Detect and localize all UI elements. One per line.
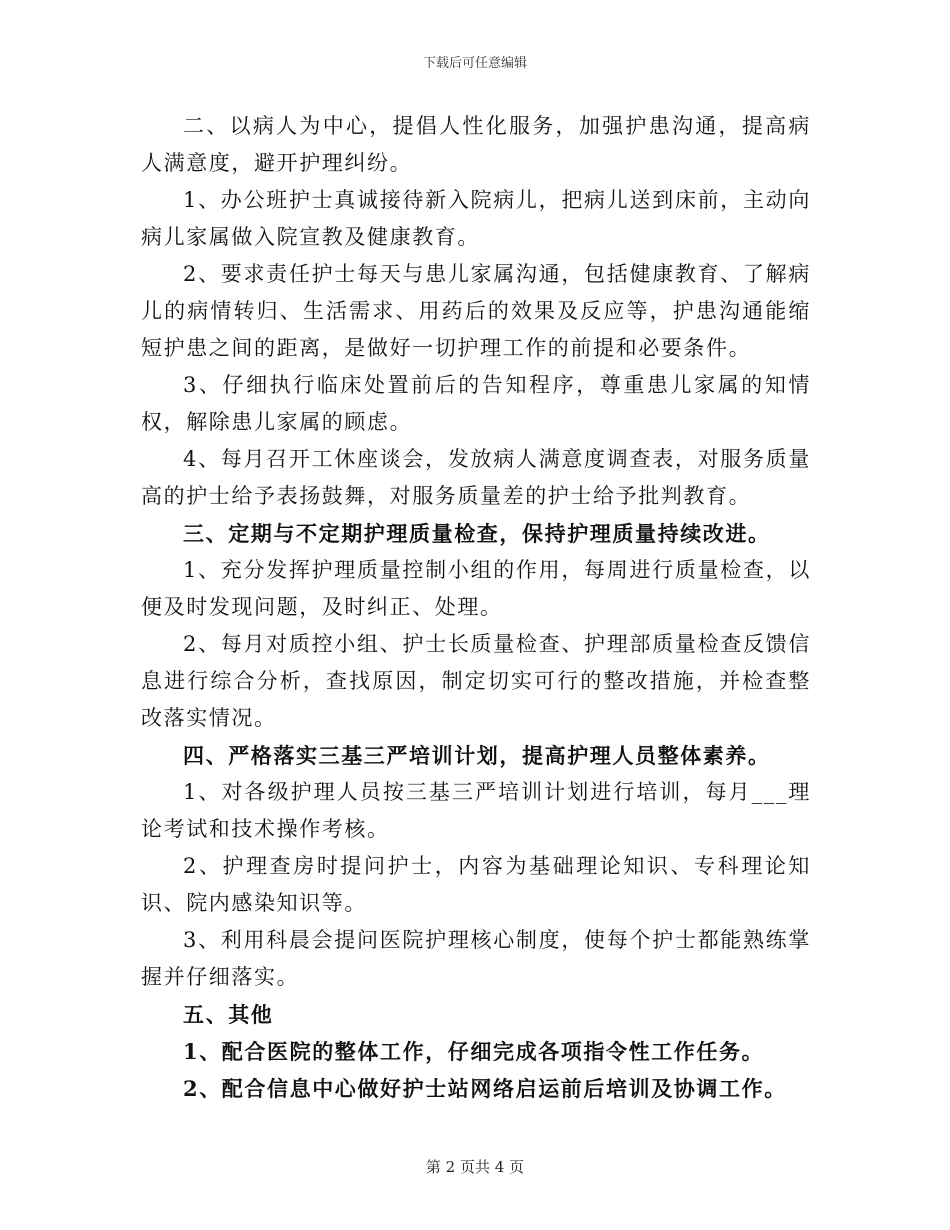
paragraph-14: 1、配合医院的整体工作，仔细完成各项指令性工作任务。 — [183, 1039, 765, 1064]
paragraph-1: 二、以病人为中心，提倡人性化服务，加强护患沟通，提高病人满意度，避开护理纠纷。 — [141, 114, 811, 175]
paragraph-4: 3、仔细执行临床处置前后的告知程序，尊重患儿家属的知情权，解除患儿家属的顾虑。 — [141, 373, 811, 434]
document-body — [141, 108, 811, 1107]
paragraph-10: 1、对各级护理人员按三基三严培训计划进行培训，每月___理论考试和技术操作考核。 — [141, 780, 811, 841]
paragraph-11: 2、护理查房时提问护士，内容为基础理论知识、专科理论知识、院内感染知识等。 — [141, 854, 811, 915]
paragraph-3: 2、要求责任护士每天与患儿家属沟通，包括健康教育、了解病儿的病情转归、生活需求、用药后的效果及反应等，护患沟通能缩短护患之间的距离，是做好一切护理工作的前提和必要条件。 — [141, 262, 811, 360]
paragraph-8: 2、每月对质控小组、护士长质量检查、护理部质量检查反馈信息进行综合分析，查找原因，制定切实可行的整改措施，并检查整改落实情况。 — [141, 632, 811, 730]
paragraph-7: 1、充分发挥护理质量控制小组的作用，每周进行质量检查，以便及时发现问题，及时纠正、处理。 — [141, 558, 811, 619]
page-header — [0, 52, 950, 71]
page-footer — [0, 1156, 950, 1177]
paragraph-12: 3、利用科晨会提问医院护理核心制度，使每个护士都能熟练掌握并仔细落实。 — [141, 928, 811, 989]
paragraph-5: 4、每月召开工休座谈会，发放病人满意度调查表，对服务质量高的护士给予表扬鼓舞，对服务质量差的护士给予批判教育。 — [141, 447, 811, 508]
paragraph-15: 2、配合信息中心做好护士站网络启运前后培训及协调工作。 — [183, 1076, 787, 1101]
section-heading-5: 五、其他 — [183, 1002, 274, 1027]
header-note: 下载后可任意编辑 — [422, 56, 527, 71]
page-number: 第 2 页共 4 页 — [425, 1158, 525, 1176]
paragraph-2: 1、办公班护士真诚接待新入院病儿，把病儿送到床前，主动向病儿家属做入院宣教及健康教育。 — [141, 188, 811, 249]
section-heading-4: 四、严格落实三基三严培训计划，提高护理人员整体素养。 — [183, 743, 771, 768]
section-heading-3: 三、定期与不定期护理质量检查，保持护理质量持续改进。 — [183, 521, 771, 546]
